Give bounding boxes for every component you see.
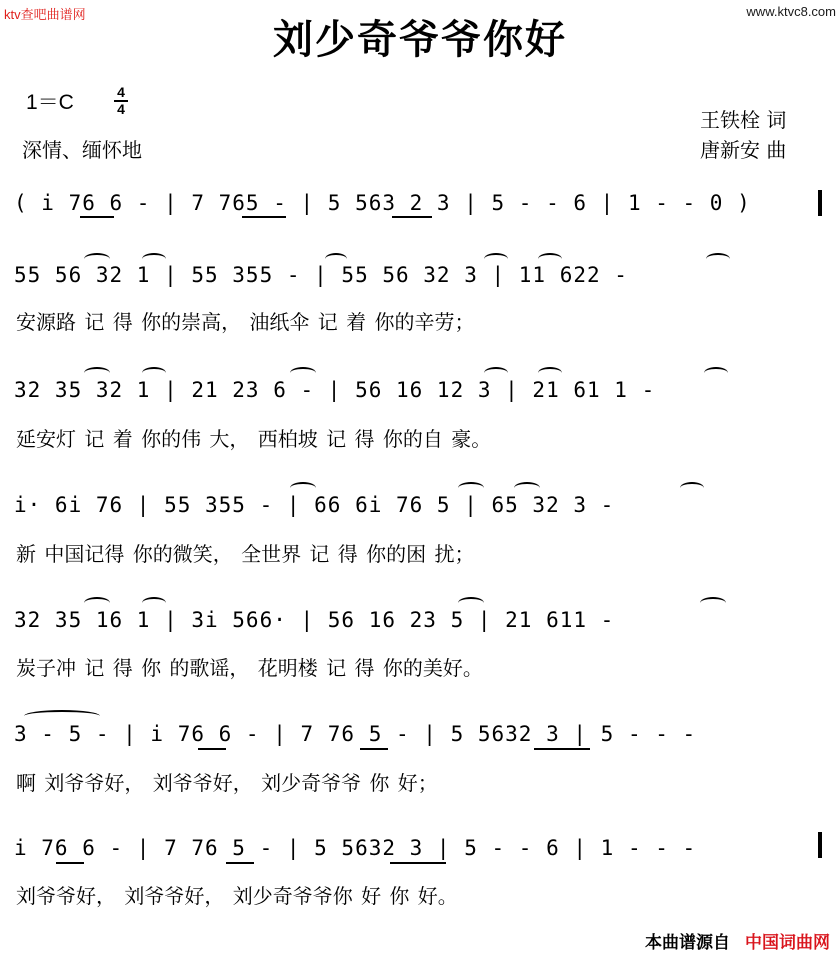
slur [290, 482, 316, 494]
lyric-line-3: 新 中国记得 你的微笑， 全世界 记 得 你的困 扰； [16, 542, 475, 566]
score-line-3: 32 35 32 1 | 21 23 6 - | 56 16 12 3 | 21 61 1 - [14, 378, 656, 402]
slur [142, 253, 166, 265]
slur [24, 710, 100, 722]
score-line-7: i 76 6 - | 7 76 5 - | 5 5632 3 | 5 - - 6 | 1 - - - [14, 836, 697, 860]
beam [390, 862, 446, 864]
slur [84, 597, 110, 609]
score-line-6: 3 - 5 - | i 76 6 - | 7 76 5 - | 5 5632 3 | 5 - - - [14, 722, 697, 746]
song-title: 刘少奇爷爷你好 [273, 17, 567, 63]
slur [484, 367, 508, 379]
final-bar-line [818, 832, 822, 858]
slur [84, 253, 110, 265]
slur [290, 367, 316, 379]
beam [534, 748, 590, 750]
key-signature: 1＝C [26, 91, 74, 114]
slur [84, 367, 110, 379]
slur [142, 367, 166, 379]
score-line-4: i· 6i 76 | 55 355 - | 66 6i 76 5 | 65 32 3 - [14, 493, 615, 517]
slur [680, 482, 704, 494]
tempo-marking: 深情、缅怀地 [22, 138, 142, 162]
time-signature-bottom: 4 [117, 101, 125, 117]
time-signature-top: 4 [117, 84, 125, 100]
slur [538, 253, 562, 265]
watermark-left: ktv查吧曲谱网 [4, 7, 86, 22]
slur [514, 482, 540, 494]
beam [360, 748, 388, 750]
lyric-line-5: 啊 刘爷爷好， 刘爷爷好， 刘少奇爷爷 你 好； [16, 771, 438, 795]
lyric-line-2: 延安灯 记 着 你的伟 大， 西柏坡 记 得 你的自 豪。 [16, 427, 492, 451]
slur [704, 367, 728, 379]
slur [538, 367, 562, 379]
slur [484, 253, 508, 265]
lyric-line-4: 炭子冲 记 得 你 的歌谣， 花明楼 记 得 你的美好。 [16, 656, 483, 680]
beam [56, 862, 84, 864]
slur [700, 597, 726, 609]
footer-source-label: 本曲谱源自 [645, 933, 730, 953]
beam [198, 748, 226, 750]
time-signature [112, 86, 130, 116]
lyricist-credit: 王铁栓 词 [700, 108, 787, 132]
score-line-5: 32 35 16 1 | 3i 566· | 56 16 23 5 | 21 611 - [14, 608, 615, 632]
score-line-2: 55 56 32 1 | 55 355 - | 55 56 32 3 | 11 622 - [14, 263, 628, 287]
beam [226, 862, 254, 864]
beam [80, 216, 114, 218]
slur [458, 482, 484, 494]
slur [142, 597, 166, 609]
composer-credit: 唐新安 曲 [700, 138, 787, 162]
bar-line [818, 190, 822, 216]
slur [458, 597, 484, 609]
score-line-1: ( i 76 6 - | 7 765 - | 5 563 2 3 | 5 - - 6 | 1 - - 0 ) [14, 191, 751, 215]
beam [392, 216, 432, 218]
beam [242, 216, 286, 218]
slur [706, 253, 730, 265]
lyric-line-1: 安源路 记 得 你的崇高， 油纸伞 记 着 你的辛劳； [16, 310, 475, 334]
lyric-line-6: 刘爷爷好， 刘爷爷好， 刘少奇爷爷你 好 你 好。 [16, 884, 458, 908]
watermark-right: www.ktvc8.com [746, 4, 836, 19]
footer-site-link[interactable]: 中国词曲网 [745, 933, 830, 953]
slur [325, 253, 347, 265]
